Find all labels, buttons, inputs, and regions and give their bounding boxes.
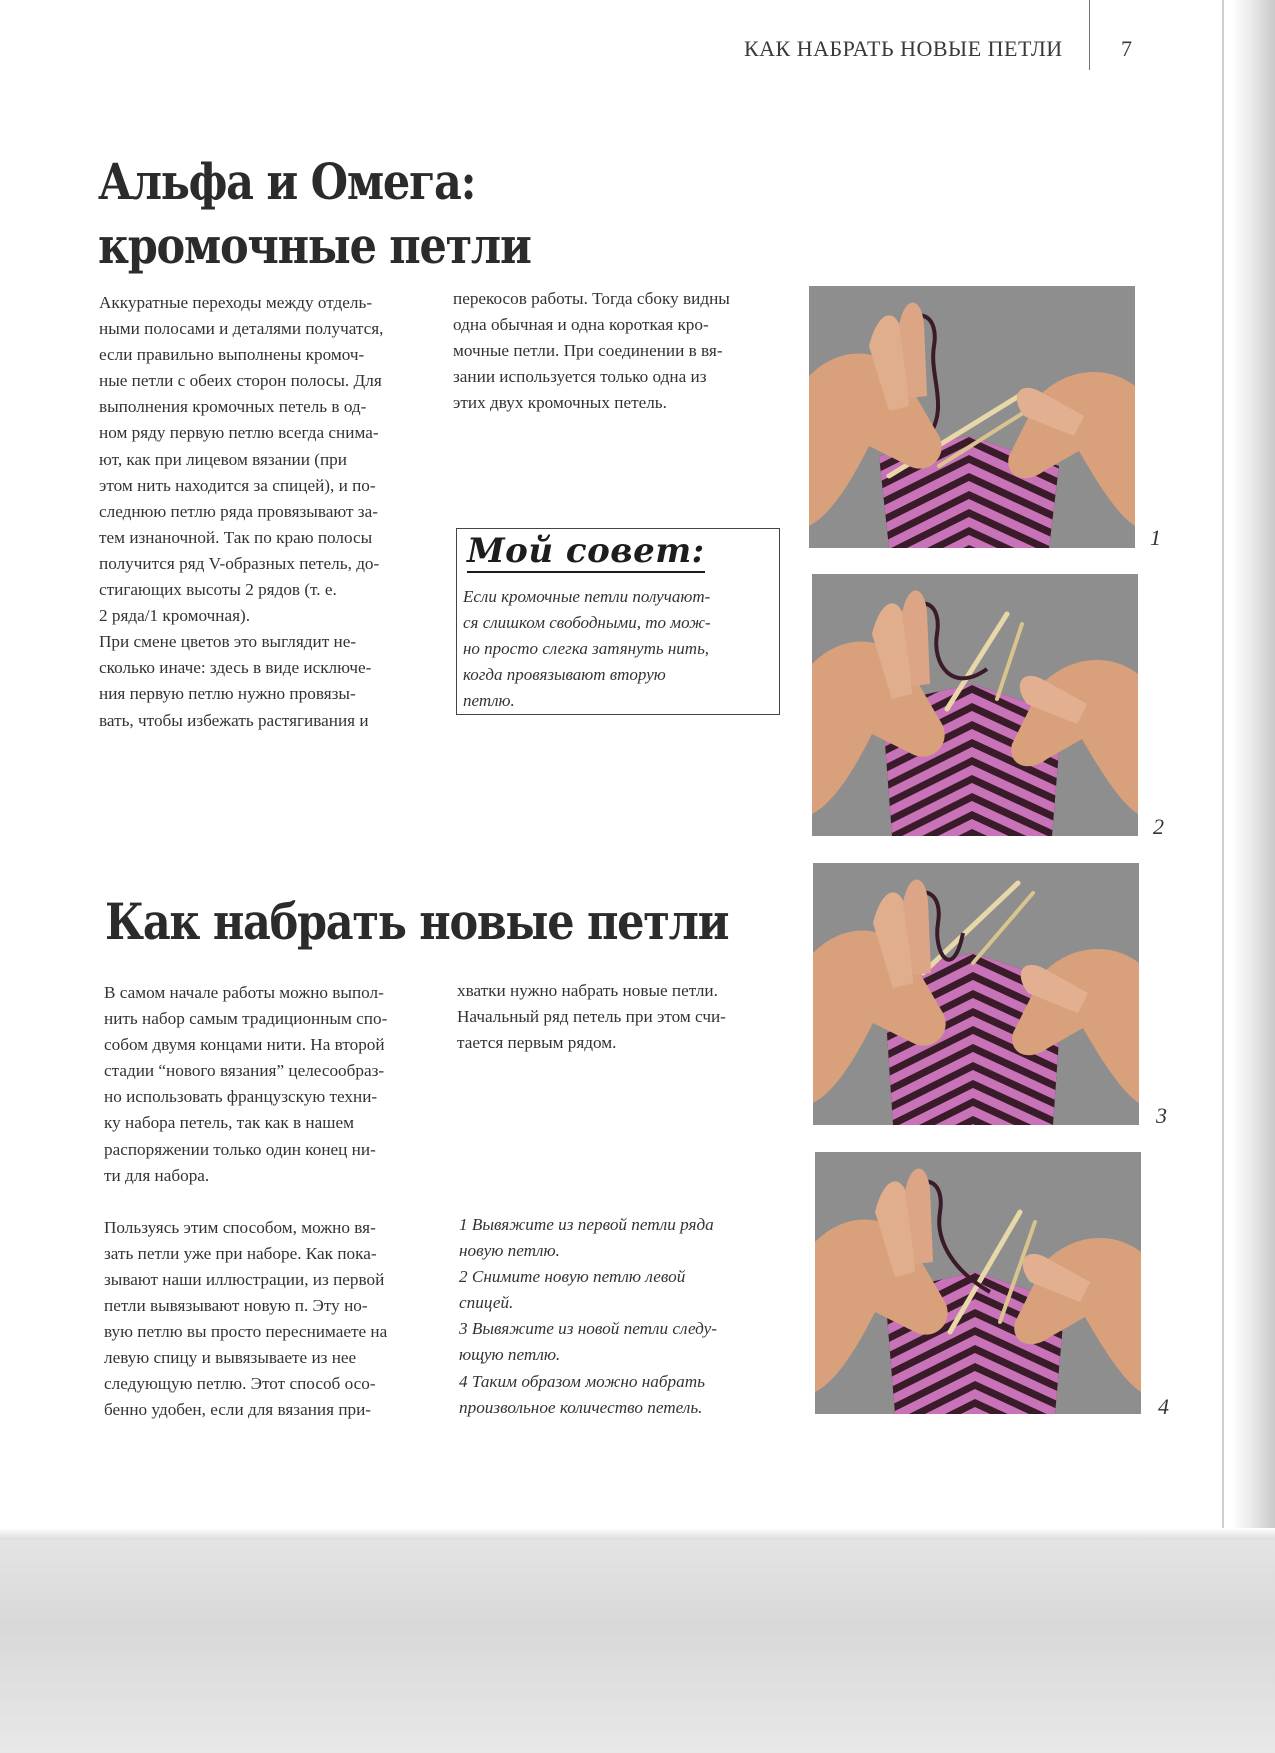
text-line: ные петли с обеих сторон полосы. Для	[99, 371, 382, 391]
tip-title	[467, 531, 705, 571]
text-line: зании используется только одна из	[453, 367, 707, 387]
section2-column-2	[457, 978, 726, 1056]
section1-column-2	[453, 286, 730, 416]
header-divider	[1089, 0, 1090, 70]
tip-line: Если кромочные петли получают-	[463, 587, 711, 606]
text-line: 2 ряда/1 кромочная).	[99, 606, 251, 626]
tip-text	[463, 584, 711, 714]
text-line: хватки нужно набрать новые петли.	[457, 981, 718, 1000]
text-line: собом двумя концами нити. На второй	[104, 1035, 385, 1055]
photo-number: 1	[1150, 525, 1161, 550]
text-line: стигающих высоты 2 рядов (т. е.	[99, 580, 337, 600]
text-line: следнюю петлю ряда провязывают за-	[99, 501, 378, 521]
text-line: ют, как при лицевом вязании (при	[99, 449, 347, 469]
step-line: 2 Снимите новую петлю левой	[459, 1267, 686, 1287]
tip-line: петлю.	[463, 691, 515, 710]
page-number: 7	[1121, 36, 1132, 61]
photo-number: 3	[1156, 1103, 1167, 1128]
tip-line: но просто слегка затянуть нить,	[463, 639, 710, 658]
section2-title	[105, 890, 830, 954]
text-line: сколько иначе: здесь в виде исключе-	[99, 658, 372, 678]
scan-background	[0, 1540, 1275, 1753]
text-line: тается первым рядом.	[457, 1033, 617, 1053]
step-line: спицей.	[459, 1293, 514, 1313]
section1-title-line: кромочные петли	[98, 216, 531, 275]
knitting-hands-photo	[809, 286, 1135, 548]
paragraph-gap	[104, 1189, 387, 1215]
text-line: Начальный ряд петель при этом счи-	[457, 1007, 726, 1027]
section1-title-line: Альфа и Омега:	[98, 152, 476, 211]
tip-title-text: Мой совет:	[467, 531, 705, 571]
text-line: если правильно выполнены кромоч-	[99, 345, 365, 365]
step-line: новую петлю.	[459, 1241, 560, 1261]
text-line: ния первую петлю нужно провязы-	[99, 684, 356, 704]
page-edge	[1222, 0, 1224, 1540]
tip-box	[456, 528, 780, 715]
text-line: нить набор самым традиционным спо-	[104, 1009, 388, 1029]
text-line: мочные петли. При соединении в вя-	[453, 341, 723, 361]
section1-column-1	[99, 290, 383, 734]
step-line: произвольное количество петель.	[459, 1397, 703, 1417]
text-line: выполнения кромочных петель в од-	[99, 397, 367, 417]
text-line: Аккуратные переходы между отдель-	[99, 293, 373, 312]
knitting-hands-photo	[815, 1152, 1141, 1414]
step-line: 3 Вывяжите из новой петли следу-	[459, 1319, 717, 1339]
text-line: зать петли уже при наборе. Как пока-	[104, 1243, 377, 1263]
text-line: этом нить находится за спицей), и по-	[99, 475, 376, 495]
text-line: получится ряд V-образных петель, до-	[99, 553, 380, 573]
section2-title-text: Как набрать новые петли	[105, 892, 729, 951]
text-line: Пользуясь этим способом, можно вя-	[104, 1217, 376, 1237]
steps-list	[459, 1212, 717, 1421]
text-line: ку набора петель, так как в нашем	[104, 1113, 354, 1133]
text-line: левую спицу и вывязываете из нее	[104, 1348, 357, 1368]
text-line: этих двух кромочных петель.	[453, 393, 667, 413]
section2-column-1	[104, 980, 387, 1424]
text-line: В самом начале работы можно выпол-	[104, 983, 384, 1002]
text-line: тем изнаночной. Так по краю полосы	[99, 527, 373, 547]
text-line: ном ряду первую петлю всегда снима-	[99, 423, 379, 443]
text-line: При смене цветов это выглядит не-	[99, 632, 357, 652]
text-line: вую петлю вы просто переснимаете на	[104, 1322, 388, 1342]
text-line: ти для набора.	[104, 1165, 210, 1185]
knitting-hands-photo	[812, 574, 1138, 836]
step-line: 1 Вывяжите из первой петли ряда	[459, 1215, 714, 1234]
knitting-hands-photo	[813, 863, 1139, 1125]
tip-line: ся слишком свободными, то мож-	[463, 613, 711, 632]
text-line: петли вывязывают новую п. Эту но-	[104, 1296, 368, 1316]
tip-line: когда провязывают вторую	[463, 665, 666, 684]
page-shadow-right	[1232, 0, 1275, 1540]
step-line: 4 Таким образом можно набрать	[459, 1371, 705, 1391]
photo-number: 4	[1158, 1394, 1169, 1419]
text-line: бенно удобен, если для вязания при-	[104, 1400, 372, 1420]
text-line: стадии “нового вязания” целесообраз-	[104, 1061, 385, 1081]
step-line: ющую петлю.	[459, 1345, 561, 1365]
text-line: ными полосами и деталями получатся,	[99, 319, 384, 339]
text-line: распоряжении только один конец ни-	[104, 1139, 376, 1159]
text-line: одна обычная и одна короткая кро-	[453, 315, 709, 335]
running-title: КАК НАБРАТЬ НОВЫЕ ПЕТЛИ	[744, 36, 1063, 61]
text-line: следующую петлю. Этот способ осо-	[104, 1374, 376, 1394]
text-line: вать, чтобы избежать растягивания и	[99, 710, 369, 730]
text-line: зывают наши иллюстрации, из первой	[104, 1269, 385, 1289]
text-line: но использовать французскую техни-	[104, 1087, 378, 1107]
section1-title	[98, 150, 601, 278]
photo-number: 2	[1153, 814, 1164, 839]
text-line: перекосов работы. Тогда сбоку видны	[453, 289, 730, 308]
